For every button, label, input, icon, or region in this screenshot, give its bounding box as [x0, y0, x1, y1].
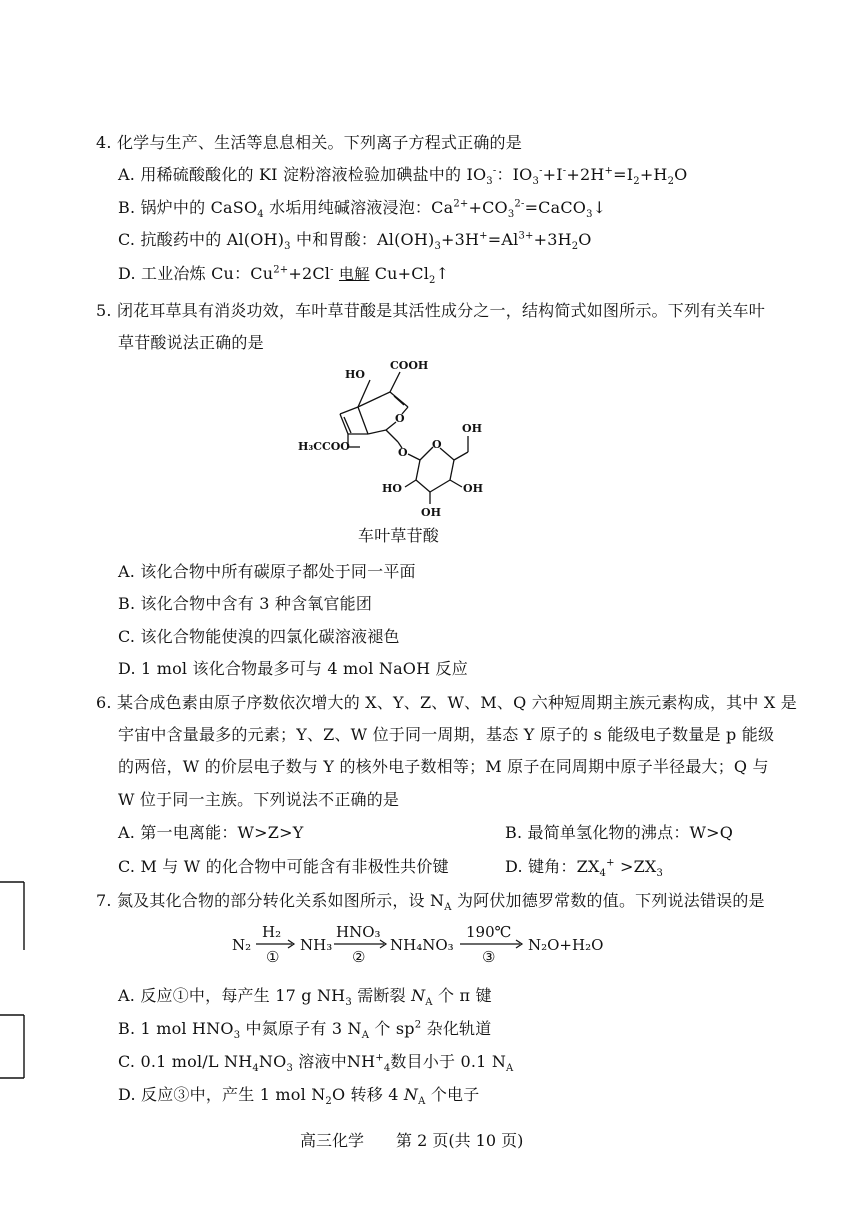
q5-stem-line2: 草苷酸说法正确的是: [118, 333, 264, 352]
q5-option-d: D. 1 mol 该化合物最多可与 4 mol NaOH 反应: [118, 659, 468, 678]
q4-stem: 4. 化学与生产、生活等息息相关。下列离子方程式正确的是: [96, 133, 522, 152]
q4-option-b: B. 锅炉中的 CaSO$_4$ 水垢用纯碱溶液浸泡：$Ca^{2+}+CO_3^{2-}=CaCO_3↓$: [118, 198, 607, 221]
q7-option-d: D. 反应③中，产生 1 mol $N_2O$ 转移 4 $N_A$ 个电子: [118, 1085, 480, 1108]
q6-line3: 的两倍，W 的价层电子数与 Y 的核外电子数相等；M 原子在同周期中原子半径最大；Q 与: [118, 757, 769, 776]
label-oh-bottom: OH: [421, 506, 441, 519]
q5-option-c: C. 该化合物能使溴的四氯化碳溶液褪色: [118, 627, 400, 646]
q6-option-a: A. 第一电离能：W>Z>Y: [118, 823, 304, 842]
label-ho-top: HO: [345, 368, 365, 381]
nitrogen-conversion-scheme: [230, 924, 630, 968]
q5-stem-line1: 5. 闭花耳草具有消炎功效，车叶草苷酸是其活性成分之一，结构简式如图所示。下列有关车叶: [96, 301, 765, 320]
label-o-link: O: [398, 446, 408, 459]
q5-figure-caption: 车叶草苷酸: [358, 526, 440, 545]
label-o-ring: O: [395, 412, 405, 425]
label-oh-ch2: OH: [462, 422, 482, 435]
label-ester: H₃CCOO: [298, 440, 350, 453]
scheme-step3: ③: [482, 948, 496, 966]
label-ho-left: HO: [382, 482, 402, 495]
q4-option-d: D. 工业冶炼 Cu：$Cu^{2+}+2Cl^-$ 电解 $Cu+Cl_2↑$: [118, 264, 450, 287]
q6-line2: 宇宙中含量最多的元素；Y、Z、W 位于同一周期，基态 Y 原子的 s 能级电子数量是 p 能级: [118, 725, 775, 744]
page-footer: 高三化学 第 2 页(共 10 页): [300, 1131, 524, 1150]
q6-line1: 6. 某合成色素由原子序数依次增大的 X、Y、Z、W、M、Q 六种短周期主族元素构成，其中 X 是: [96, 693, 797, 712]
geniposidic-acid-structure: [290, 352, 500, 522]
q5-option-a: A. 该化合物中所有碳原子都处于同一平面: [118, 562, 416, 581]
label-cooh: COOH: [390, 359, 429, 372]
q6-option-b: B. 最简单氢化物的沸点：W>Q: [505, 823, 734, 842]
q6-option-c: C. M 与 W 的化合物中可能含有非极性共价键: [118, 857, 449, 876]
scheme-products: N₂O+H₂O: [528, 936, 604, 954]
scheme-nh3: NH₃: [300, 936, 333, 954]
binding-margin-mark: [0, 880, 30, 1080]
scheme-temp: 190℃: [466, 924, 512, 941]
scheme-nh4no3: NH₄NO₃: [390, 936, 454, 954]
scheme-n2: N₂: [232, 936, 252, 954]
q7-stem: 7. 氮及其化合物的部分转化关系如图所示，设 $N_A$ 为阿伏加德罗常数的值。下列说法错误的是: [96, 891, 765, 914]
q7-option-a: A. 反应①中，每产生 17 g $NH_3$ 需断裂 $N_A$ 个 π 键: [118, 986, 492, 1009]
scheme-step2: ②: [352, 948, 366, 966]
q5-option-b: B. 该化合物中含有 3 种含氧官能团: [118, 594, 373, 613]
label-oh-right: OH: [463, 482, 483, 495]
q4-option-c: C. 抗酸药中的 $Al(OH)_3$ 中和胃酸：$Al(OH)_3+3H^+=Al^{3+}+3H_2O$: [118, 230, 592, 253]
q6-line4: W 位于同一主族。下列说法不正确的是: [118, 790, 400, 809]
scheme-hno3: HNO₃: [336, 924, 381, 941]
scheme-step1: ①: [266, 948, 280, 966]
q6-option-d: D. 键角：$ZX_4^+ >ZX_3$: [505, 857, 664, 880]
q4-option-a: A. 用稀硫酸酸化的 KI 淀粉溶液检验加碘盐中的 $IO_3^-$：$IO_3^-+I^-+2H^+=I_2+H_2O$: [118, 165, 688, 188]
q7-option-c: C. 0.1 mol/L $NH_4NO_3$ 溶液中$NH^+_4$数目小于 0.1 $N_A$: [118, 1052, 514, 1075]
label-o-sugar: O: [432, 438, 442, 451]
scheme-h2: H₂: [262, 924, 282, 941]
q7-option-b: B. 1 mol $HNO_3$ 中氮原子有 3 $N_A$ 个 $sp^2$ 杂化轨道: [118, 1019, 492, 1042]
